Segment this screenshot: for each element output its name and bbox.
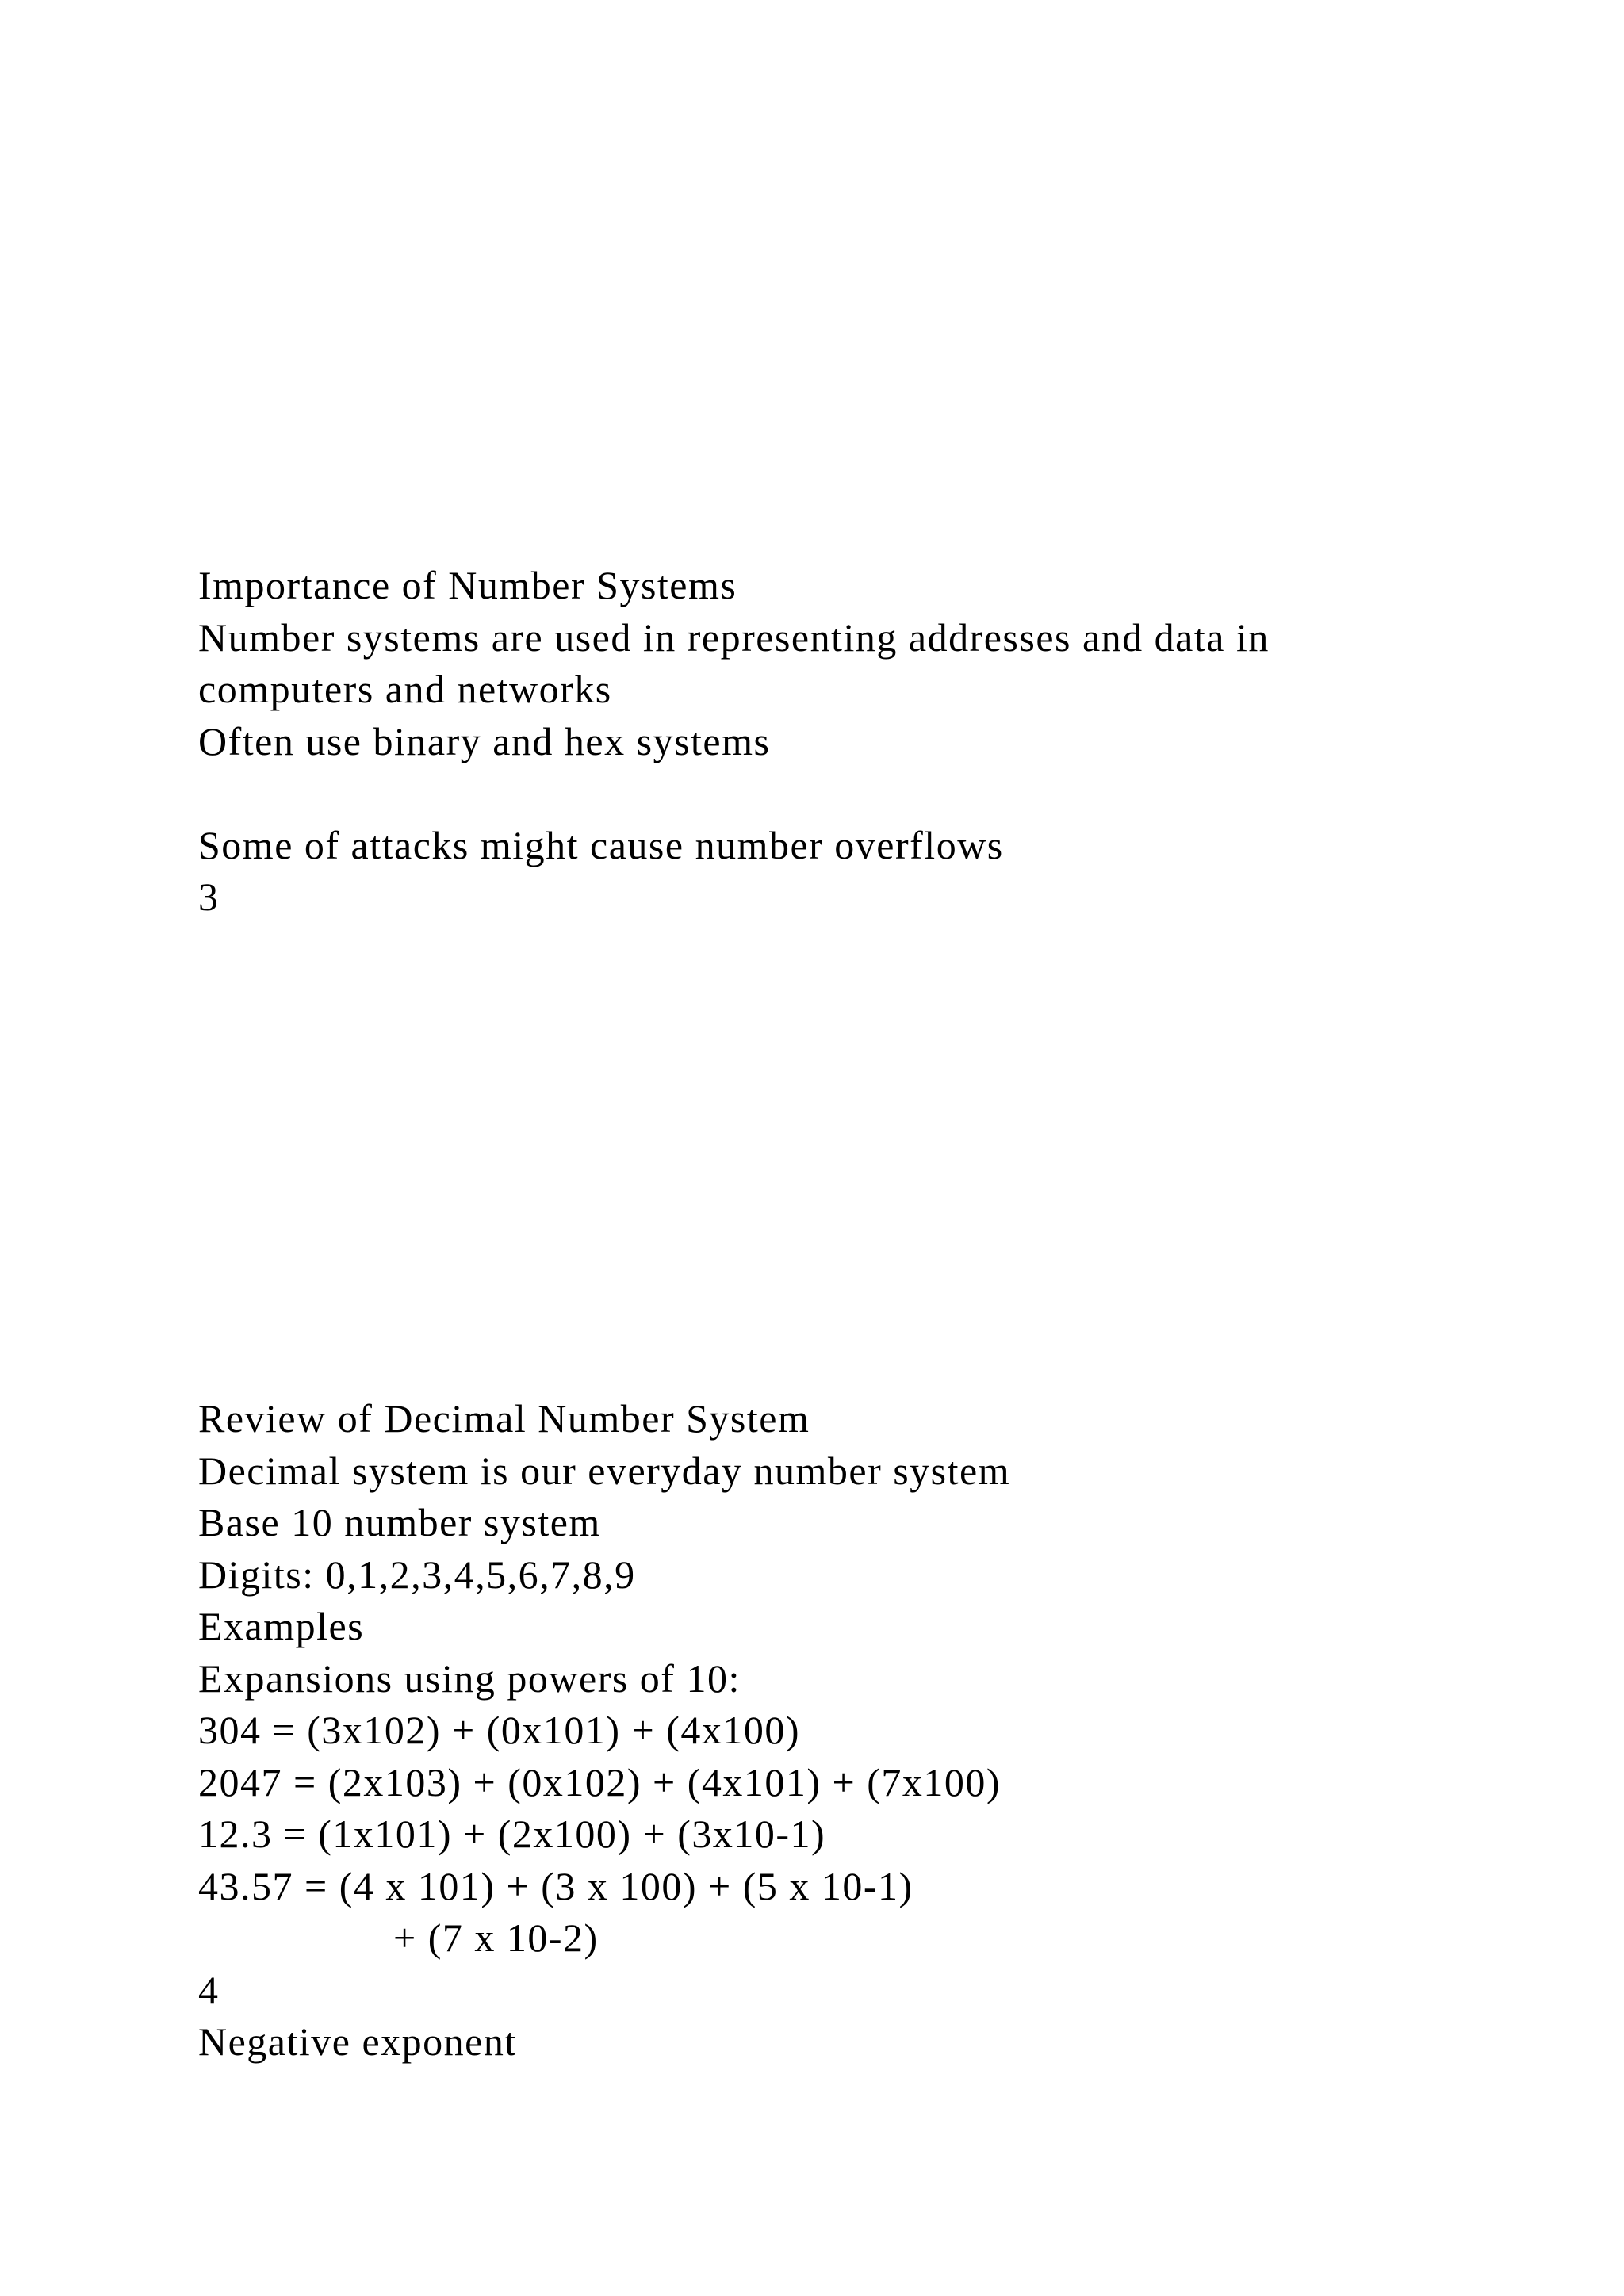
page-number: 3 <box>198 874 220 919</box>
page-number: 4 <box>198 1967 220 2012</box>
body-line: computers and networks <box>198 667 612 711</box>
expansion-example: 12.3 = (1x101) + (2x100) + (3x10-1) <box>198 1812 826 1856</box>
body-line: Often use binary and hex systems <box>198 718 771 763</box>
expansion-example: 304 = (3x102) + (0x101) + (4x100) <box>198 1708 800 1752</box>
body-line: Some of attacks might cause number overflows <box>198 822 1004 867</box>
body-line: Decimal system is our everyday number system <box>198 1448 1011 1493</box>
section-importance-of-number-systems <box>198 560 1546 924</box>
section-review-of-decimal-number-system <box>198 1393 1546 2068</box>
section-title: Importance of Number Systems <box>198 563 737 607</box>
body-line: Examples <box>198 1604 365 1648</box>
expansion-example: 43.57 = (4 x 101) + (3 x 100) + (5 x 10-1) <box>198 1863 914 1908</box>
body-line: Digits: 0,1,2,3,4,5,6,7,8,9 <box>198 1552 636 1597</box>
expansion-example: 2047 = (2x103) + (0x102) + (4x101) + (7x100) <box>198 1759 1001 1804</box>
body-line: Number systems are used in representing addresses and data in <box>198 614 1270 660</box>
note-line: Negative exponent <box>198 2019 517 2064</box>
body-line: Base 10 number system <box>198 1500 601 1544</box>
blank-line <box>198 767 1546 820</box>
body-line: Expansions using powers of 10: <box>198 1655 741 1701</box>
section-title: Review of Decimal Number System <box>198 1396 810 1441</box>
expansion-example-continuation: + (7 x 10-2) <box>393 1915 599 1960</box>
